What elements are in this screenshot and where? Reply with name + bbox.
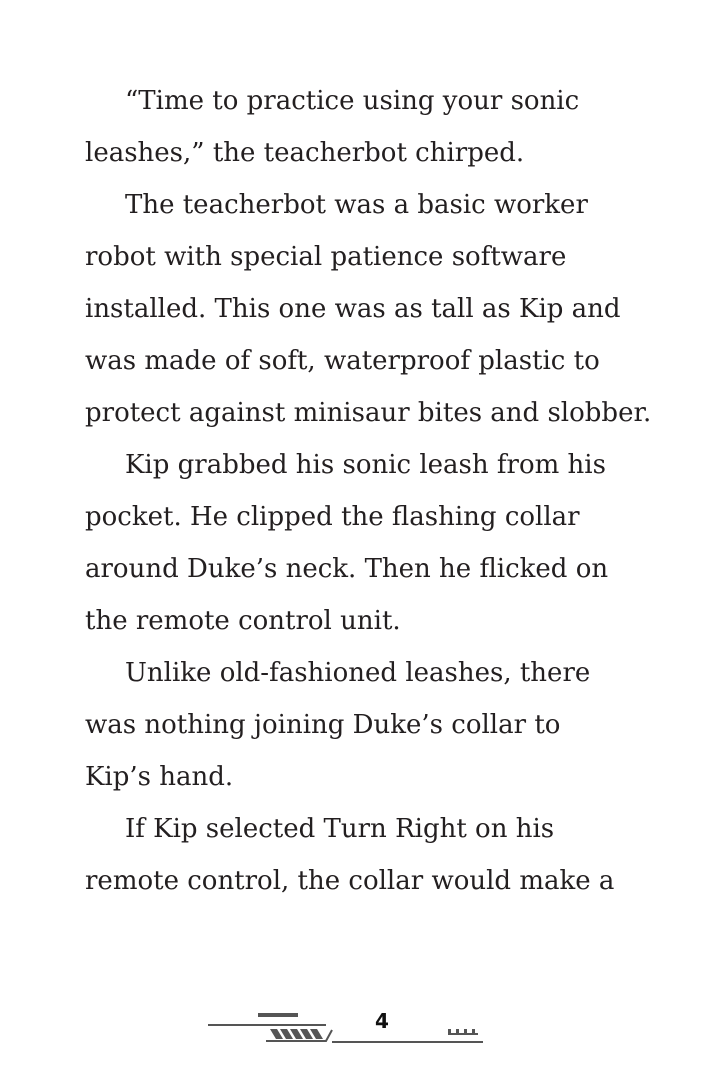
text-line: If Kip selected Turn Right on his: [125, 814, 555, 844]
text-line: the remote control unit.: [85, 606, 401, 636]
page-number: 4: [375, 1009, 389, 1033]
page-footer: [208, 1008, 483, 1048]
body-text: [85, 78, 652, 910]
text-line: robot with special patience software: [85, 242, 567, 272]
paragraph: [85, 182, 652, 442]
paragraph: [85, 78, 645, 182]
text-line: around Duke’s neck. Then he flicked on: [85, 554, 609, 584]
text-line: Unlike old-fashioned leashes, there: [125, 658, 591, 688]
text-line: Kip grabbed his sonic leash from his: [125, 450, 606, 480]
text-line: installed. This one was as tall as Kip and: [85, 294, 621, 324]
paragraph: [85, 442, 645, 650]
text-line: pocket. He clipped the flashing collar: [85, 502, 580, 532]
text-line: remote control, the collar would make a: [85, 866, 615, 896]
paragraph: [85, 806, 645, 910]
text-line: leashes,” the teacherbot chirped.: [85, 138, 525, 168]
text-line: “Time to practice using your sonic: [125, 86, 580, 116]
paragraph: [85, 650, 645, 806]
text-line: was nothing joining Duke’s collar to: [85, 710, 561, 740]
text-line: The teacherbot was a basic worker: [125, 190, 588, 220]
tech-bar-ornament-icon: [208, 1008, 483, 1048]
text-line: was made of soft, waterproof plastic to: [85, 346, 600, 376]
text-line: protect against minisaur bites and slobber.: [85, 398, 652, 428]
text-line: Kip’s hand.: [85, 762, 234, 792]
